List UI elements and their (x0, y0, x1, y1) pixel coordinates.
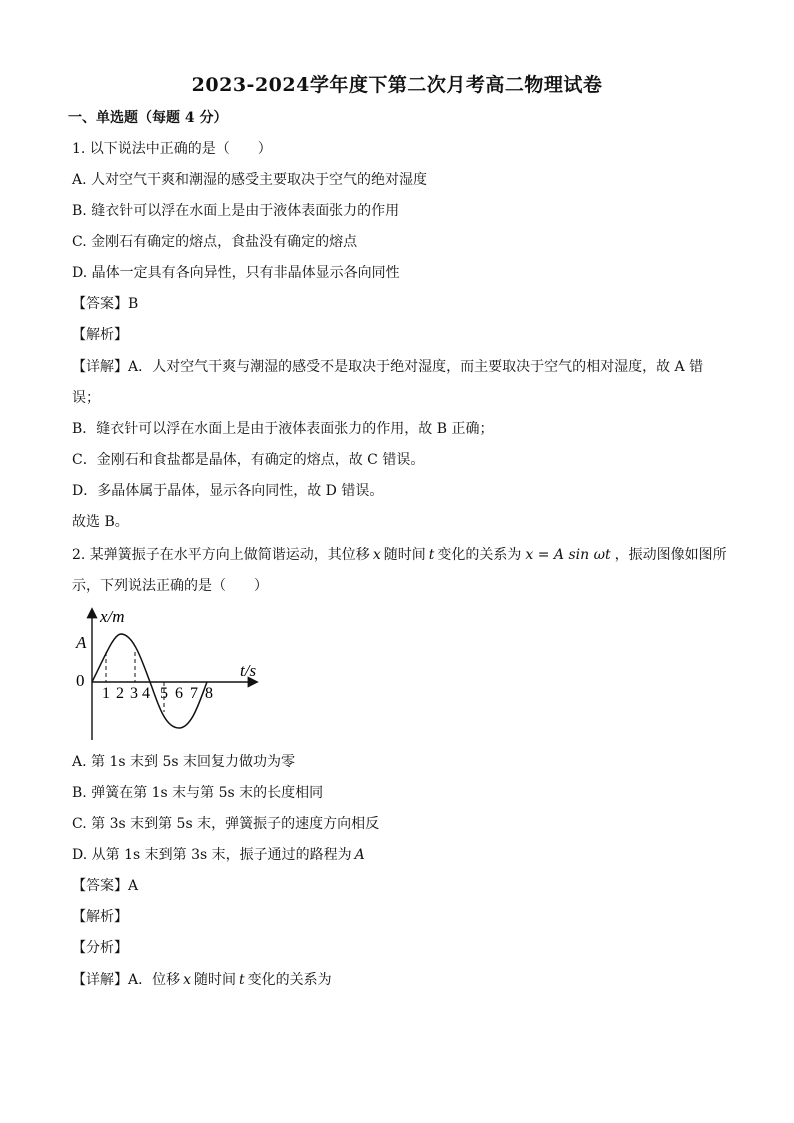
q2-stem-line-1 (72, 545, 727, 565)
q2-formula: x = A sin ωt (525, 547, 611, 563)
q1-detail-line-5: D．多晶体属于晶体，显示各向同性，故 D 错误。 (72, 483, 384, 499)
q1-detail-line-1: 【详解】A．人对空气干爽与潮湿的感受不是取决于绝对湿度，而主要取决于空气的相对湿度，故 A 错 (72, 359, 704, 375)
q2-detail-var-t: t (239, 972, 245, 988)
tick-label-8: 8 (205, 685, 213, 702)
section-heading: 一、单选题（每题 4 分） (68, 110, 228, 126)
q2-analysis-label: 【解析】 (72, 909, 128, 925)
q2-stem-part-c: 变化的关系为 (437, 547, 522, 563)
q2-stem-line-2: 示，下列说法正确的是（ ） (72, 578, 268, 594)
q2-option-d-amplitude: A (354, 847, 365, 863)
page-title: 2023-2024学年度下第二次月考高二物理试卷 (191, 74, 603, 96)
amplitude-label: A (76, 633, 87, 652)
tick-label-3: 3 (130, 685, 138, 702)
q2-option-a: A. 第 1s 末到 5s 末回复力做功为零 (72, 754, 295, 770)
q1-stem: 1. 以下说法中正确的是（ ） (72, 141, 272, 157)
q1-option-d: D. 晶体一定具有各向异性，只有非晶体显示各向同性 (72, 265, 400, 281)
tick-label-6: 6 (175, 685, 183, 702)
q2-fenxi-label: 【分析】 (72, 940, 128, 956)
q2-var-x: x (372, 547, 381, 563)
q2-detail-part-b: 随时间 (194, 972, 237, 988)
tick-label-4: 4 (142, 685, 150, 702)
q2-var-t: t (428, 547, 435, 563)
tick-label-2: 2 (116, 685, 124, 702)
q1-detail-line-4: C．金刚石和食盐都是晶体，有确定的熔点，故 C 错误。 (72, 452, 425, 468)
tick-label-5: 5 (160, 685, 168, 702)
q2-answer: 【答案】A (72, 878, 139, 894)
x-axis-label: t/s (240, 661, 257, 680)
q2-detail-part-a: 【详解】A．位移 (72, 972, 181, 988)
q1-option-c: C. 金刚石有确定的熔点，食盐没有确定的熔点 (72, 234, 358, 250)
q1-option-b: B. 缝衣针可以浮在水面上是由于液体表面张力的作用 (72, 203, 400, 219)
q1-analysis-label: 【解析】 (72, 327, 128, 343)
origin-label: 0 (76, 671, 85, 690)
q1-conclusion: 故选 B。 (72, 514, 129, 530)
q2-detail-line-1 (72, 970, 332, 990)
sine-curve (92, 634, 207, 728)
tick-label-1: 1 (102, 685, 110, 702)
y-axis-label: x/m (100, 607, 125, 626)
tick-label-7: 7 (190, 685, 198, 702)
q2-detail-part-c: 变化的关系为 (247, 972, 332, 988)
q1-option-a: A. 人对空气干爽和潮湿的感受主要取决于空气的绝对湿度 (72, 172, 428, 188)
q2-stem-part-d: ，振动图像如图所 (614, 547, 727, 563)
q2-detail-var-x: x (183, 972, 192, 988)
vibration-graph (70, 604, 270, 744)
q2-option-b: B. 弹簧在第 1s 末与第 5s 末的长度相同 (72, 785, 324, 801)
q2-option-c: C. 第 3s 末到第 5s 末，弹簧振子的速度方向相反 (72, 816, 380, 832)
q1-answer: 【答案】B (72, 296, 139, 312)
q2-option-d-text: D. 从第 1s 末到第 3s 末，振子通过的路程为 (72, 847, 352, 863)
q1-detail-line-3: B．缝衣针可以浮在水面上是由于液体表面张力的作用，故 B 正确； (72, 421, 494, 437)
q1-detail-line-2: 误； (72, 390, 100, 406)
q2-stem-part-b: 随时间 (383, 547, 426, 563)
q2-option-d (72, 845, 365, 865)
q2-stem-part-a: 2. 某弹簧振子在水平方向上做简谐运动，其位移 (72, 547, 370, 563)
